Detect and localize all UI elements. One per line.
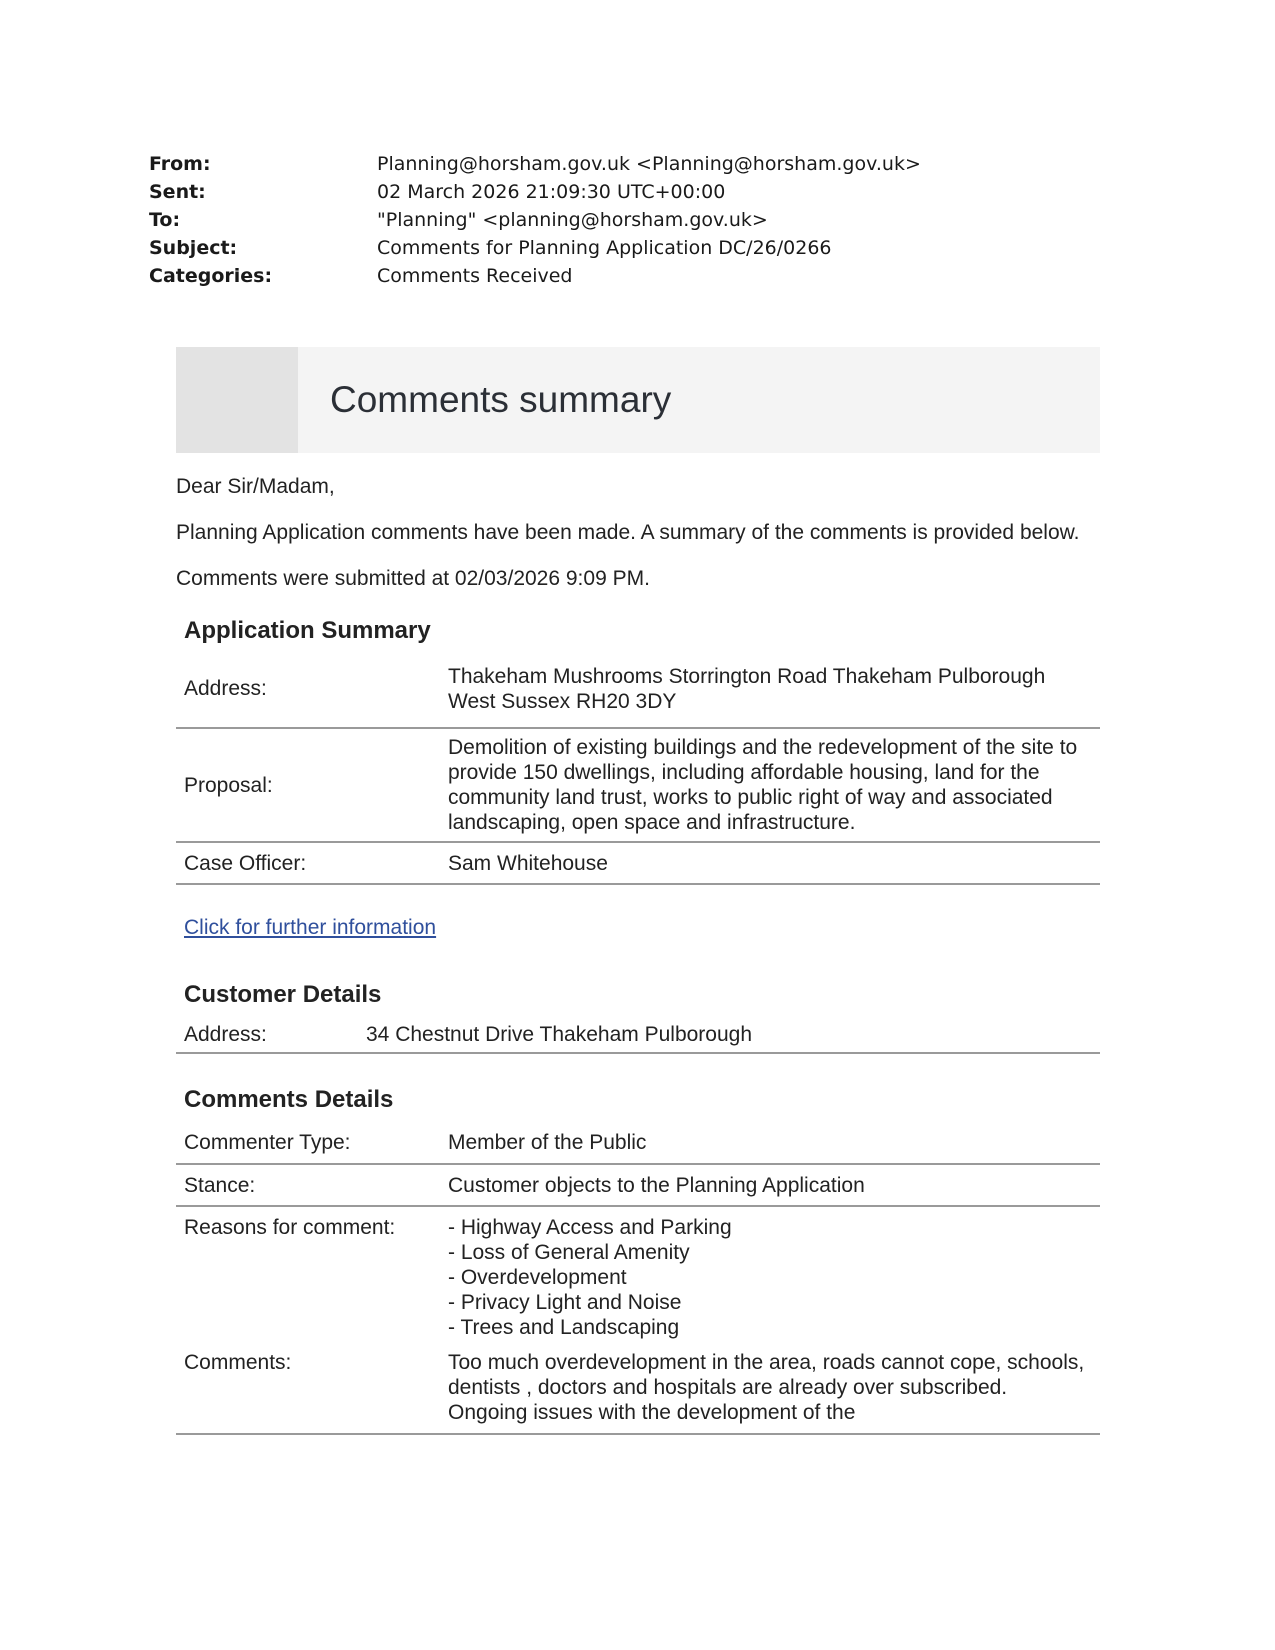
email-subject-label: Subject:: [149, 237, 238, 259]
greeting: Dear Sir/Madam,: [176, 475, 335, 498]
case-officer-row: [176, 842, 1100, 884]
application-proposal-row: [176, 728, 1100, 842]
commenter-type-value: Member of the Public: [448, 1130, 647, 1154]
application-summary-table: [176, 650, 1100, 885]
reason-item: - Trees and Landscaping: [448, 1316, 680, 1339]
further-information-link[interactable]: Click for further information: [184, 916, 437, 939]
application-address-row: [176, 650, 1100, 728]
email-sent-value: 02 March 2026 21:09:30 UTC+00:00: [377, 181, 726, 203]
customer-details-table: [176, 1016, 1100, 1054]
application-proposal-value: Demolition of existing buildings and the redevelopment of the site to provide 150 dwellings, including affordable housing, land for the community land trust, works to public right of way and associated landscaping, open space and infrastructure.: [448, 736, 1078, 834]
stance-value: Customer objects to the Planning Application: [448, 1173, 865, 1197]
reason-item: - Privacy Light and Noise: [448, 1291, 682, 1314]
reason-item: - Overdevelopment: [448, 1266, 627, 1289]
reasons-row: [176, 1206, 1100, 1340]
intro-message: Planning Application comments have been made. A summary of the comments is provided below.: [176, 521, 1080, 544]
email-body: [176, 347, 1100, 1435]
customer-address-label: Address:: [184, 1022, 267, 1046]
reason-item: - Loss of General Amenity: [448, 1241, 690, 1264]
customer-address-row: [176, 1016, 1100, 1053]
email-categories-row: [149, 262, 921, 290]
email-subject-value: Comments for Planning Application DC/26/0266: [377, 237, 832, 259]
email-sent-label: Sent:: [149, 181, 206, 203]
banner-title-area: [298, 347, 1100, 453]
commenter-type-row: [176, 1121, 1100, 1164]
stance-row: [176, 1164, 1100, 1206]
comments-details-heading: Comments Details: [184, 1086, 394, 1113]
email-to-value: "Planning" <planning@horsham.gov.uk>: [377, 209, 768, 231]
email-sent-row: [149, 178, 921, 206]
customer-details-heading: Customer Details: [184, 981, 382, 1008]
stance-label: Stance:: [184, 1173, 256, 1197]
banner-title: Comments summary: [330, 379, 672, 420]
email-from-row: [149, 150, 921, 178]
email-header: [149, 150, 921, 290]
application-proposal-label: Proposal:: [184, 773, 273, 797]
submitted-time: Comments were submitted at 02/03/2026 9:09 PM.: [176, 567, 650, 590]
case-officer-label: Case Officer:: [184, 851, 307, 875]
reasons-list: [440, 1206, 1100, 1340]
banner-logo-area: [176, 347, 298, 453]
application-address-value: Thakeham Mushrooms Storrington Road Thakeham Pulborough West Sussex RH20 3DY: [448, 664, 1046, 713]
email-from-value: Planning@horsham.gov.uk <Planning@horsham.gov.uk>: [377, 153, 921, 175]
case-officer-value: Sam Whitehouse: [448, 851, 608, 875]
reasons-label: Reasons for comment:: [184, 1216, 396, 1239]
application-address-label: Address:: [184, 677, 267, 700]
comments-details-table: [176, 1121, 1100, 1435]
email-to-row: [149, 206, 921, 234]
email-to-label: To:: [149, 209, 181, 231]
comments-label: Comments:: [184, 1351, 292, 1374]
email-categories-label: Categories:: [149, 265, 273, 287]
email-from-label: From:: [149, 153, 211, 175]
summary-banner: [176, 347, 1100, 453]
email-subject-row: [149, 234, 921, 262]
email-categories-value: Comments Received: [377, 265, 573, 287]
commenter-type-label: Commenter Type:: [184, 1130, 351, 1154]
comments-value: Too much overdevelopment in the area, roads cannot cope, schools, dentists , doctors and hospitals are already over subscribed. Ongoing issues with the development of the: [448, 1351, 1085, 1424]
customer-address-value: 34 Chestnut Drive Thakeham Pulborough: [366, 1022, 753, 1046]
application-summary-heading: Application Summary: [184, 617, 431, 644]
reason-item: - Highway Access and Parking: [448, 1216, 732, 1239]
comments-row: [176, 1340, 1100, 1434]
